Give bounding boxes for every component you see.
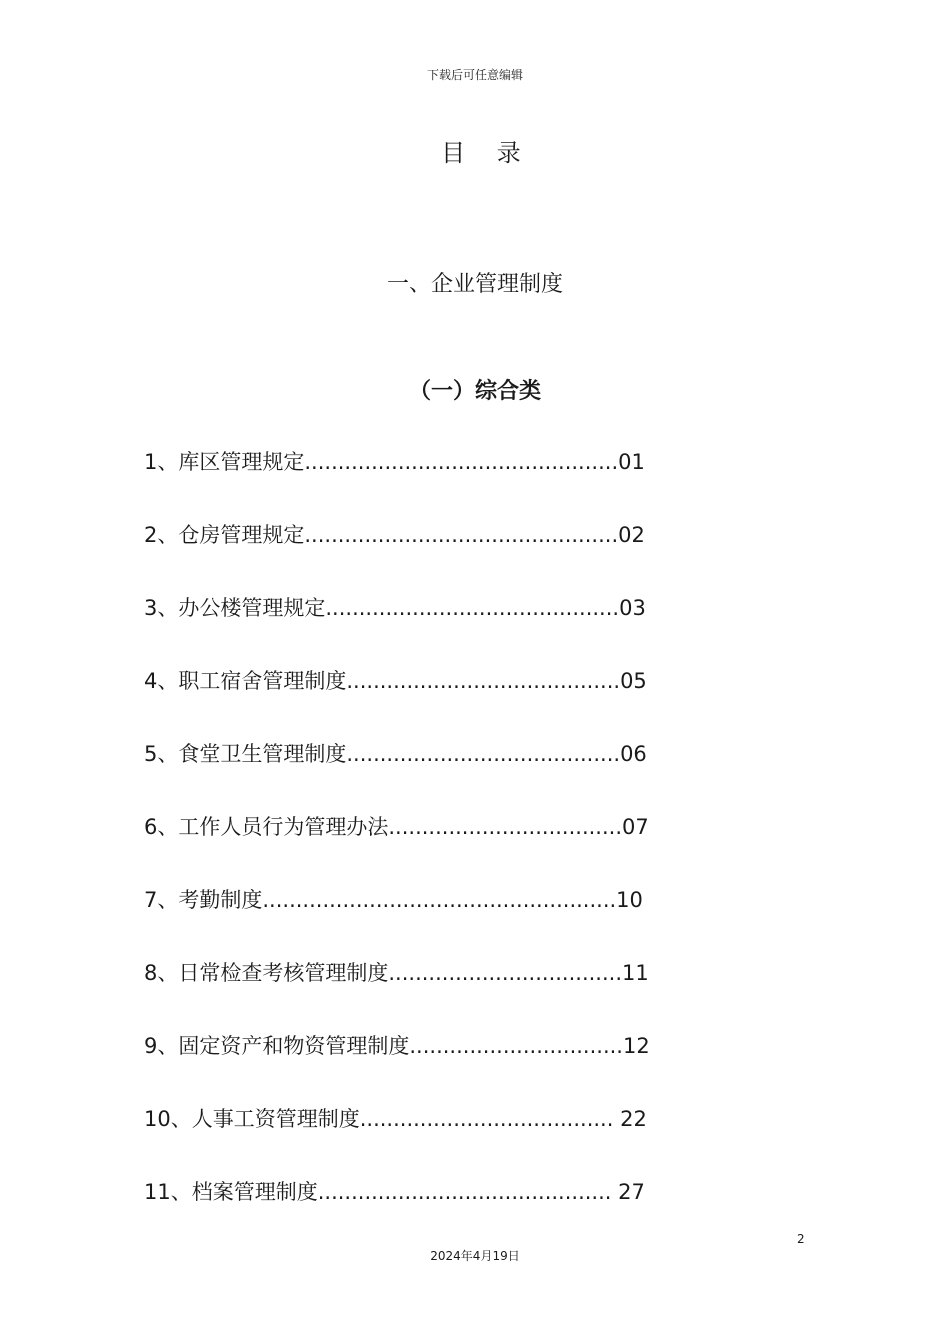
document-title: 目 录 (441, 139, 533, 167)
toc-entry[interactable] (144, 738, 647, 770)
toc-entry[interactable] (144, 1030, 650, 1062)
toc-entry[interactable] (144, 1176, 645, 1208)
toc-entry-label: 4、职工宿舍管理制度 (144, 669, 347, 693)
toc-entry-label: 2、仓房管理规定 (144, 523, 305, 547)
toc-entry[interactable] (144, 811, 649, 843)
toc-entry-label: 1、库区管理规定 (144, 450, 305, 474)
toc-entry-page: 10 (616, 888, 643, 912)
toc-entry-page: 12 (622, 1034, 650, 1058)
toc-entry-page: 03 (619, 596, 646, 620)
toc-entry[interactable] (144, 446, 645, 478)
toc-leader-dots: ..................................................... (262, 888, 617, 912)
toc-entry-page: 01 (618, 450, 645, 474)
header-note: 下载后可任意编辑 (426, 68, 523, 82)
toc-entry-page: 05 (620, 669, 647, 693)
toc-leader-dots: ................................ (409, 1034, 623, 1058)
page-number: 2 (797, 1232, 805, 1246)
toc-entry-label: 8、日常检查考核管理制度 (144, 961, 389, 985)
toc-entry-label: 9、固定资产和物资管理制度 (144, 1034, 410, 1058)
subsection-heading: （一）综合类 (408, 379, 541, 404)
toc-entry[interactable] (144, 957, 649, 989)
toc-leader-dots: ............................................... (304, 523, 619, 547)
toc-entry-label: 10、人事工资管理制度 (144, 1107, 360, 1131)
toc-entry-page: 27 (611, 1180, 645, 1204)
section-heading: 一、企业管理制度 (386, 272, 563, 297)
toc-entry-page: 02 (618, 523, 645, 547)
toc-leader-dots: ................................... (388, 815, 623, 839)
toc-leader-dots: ...................................... (359, 1107, 614, 1131)
toc-entry[interactable] (144, 665, 647, 697)
toc-entry-page: 22 (613, 1107, 647, 1131)
toc-leader-dots: ................................... (388, 961, 623, 985)
toc-leader-dots: ............................................ (317, 1180, 612, 1204)
footer-date: 2024年4月19日 (430, 1249, 520, 1263)
toc-entry-page: 06 (620, 742, 647, 766)
toc-entry-label: 3、办公楼管理规定 (144, 596, 326, 620)
toc-entry[interactable] (144, 592, 646, 624)
toc-entry-label: 5、食堂卫生管理制度 (144, 742, 347, 766)
toc-entry[interactable] (144, 1103, 647, 1135)
toc-entry[interactable] (144, 884, 643, 916)
toc-entry[interactable] (144, 519, 645, 551)
toc-entry-label: 6、工作人员行为管理办法 (144, 815, 389, 839)
toc-leader-dots: ......................................... (346, 742, 621, 766)
toc-entry-page: 07 (622, 815, 649, 839)
toc-entry-page: 11 (622, 961, 649, 985)
toc-leader-dots: ............................................ (325, 596, 620, 620)
toc-entry-label: 7、考勤制度 (144, 888, 263, 912)
toc-leader-dots: ......................................... (346, 669, 621, 693)
toc-leader-dots: ............................................... (304, 450, 619, 474)
toc-entry-label: 11、档案管理制度 (144, 1180, 318, 1204)
